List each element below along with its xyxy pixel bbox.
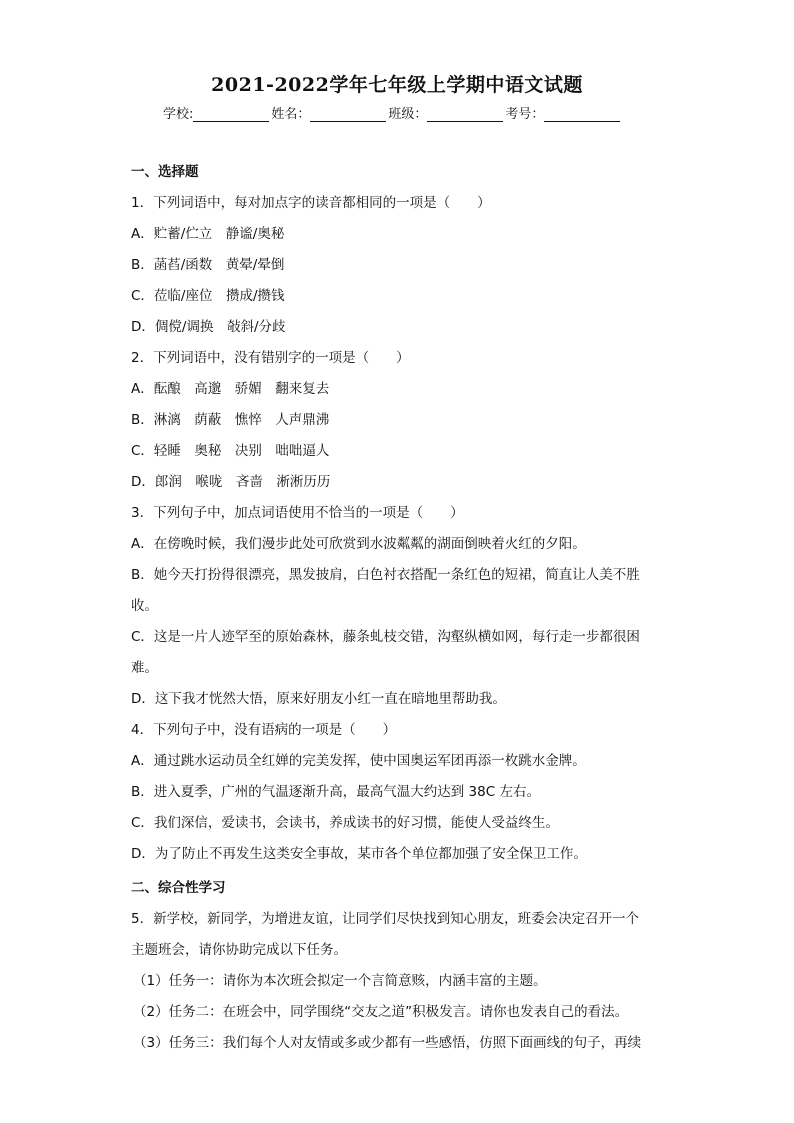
question-4-option-c: C．我们深信，爱读书，会读书，养成读书的好习惯，能使人受益终生。: [131, 815, 559, 831]
question-5-task-3: （3）任务三：我们每个人对友情或多或少都有一些感悟，仿照下面画线的句子，再续: [133, 1035, 642, 1051]
section-heading-comprehensive: 二、综合性学习: [131, 880, 226, 896]
exam-number-label: 考号：: [505, 107, 545, 122]
class-blank[interactable]: [427, 107, 503, 122]
exam-number-blank[interactable]: [544, 107, 620, 122]
question-4-option-a: A．通过跳水运动员全红婵的完美发挥，使中国奥运军团再添一枚跳水金牌。: [131, 753, 586, 769]
question-4-stem: 4．下列句子中，没有语病的一项是（ ）: [131, 722, 397, 738]
question-2-option-c: C．轻睡 奥秘 决别 咄咄逼人: [131, 443, 330, 459]
question-3-option-d: D．这下我才恍然大悟，原来好朋友小红一直在暗地里帮助我。: [131, 691, 506, 707]
question-2-option-d: D．郎润 喉咙 吝啬 淅淅历历: [131, 474, 331, 490]
school-blank[interactable]: [193, 107, 269, 122]
question-1-option-c: C．莅临/座位 攒成/攒钱: [131, 288, 285, 304]
question-2-stem: 2．下列词语中，没有错别字的一项是（ ）: [131, 350, 410, 366]
student-info-row: [163, 103, 622, 122]
question-5-stem-line1: 5．新学校，新同学，为增进友谊，让同学们尽快找到知心朋友，班委会决定召开一个: [131, 911, 640, 927]
question-3-option-a: A．在傍晚时候，我们漫步此处可欣赏到水波粼粼的湖面倒映着火红的夕阳。: [131, 536, 586, 552]
name-label: 姓名：: [271, 107, 311, 122]
question-1-option-d: D．倜傥/调换 敧斜/分歧: [131, 319, 286, 335]
exam-title: 2021-2022学年七年级上学期中语文试题: [211, 74, 583, 96]
question-5-stem-line2: 主题班会，请你协助完成以下任务。: [131, 942, 347, 958]
question-3-option-c-line1: C．这是一片人迹罕至的原始森林，藤条虬枝交错，沟壑纵横如网，每行走一步都很困: [131, 629, 640, 645]
question-3-option-b-line2: 收。: [131, 598, 158, 614]
question-1-option-b: B．菡萏/函数 黄晕/晕倒: [131, 257, 285, 273]
question-1-option-a: A．贮蓄/伫立 静谧/奥秘: [131, 226, 285, 242]
question-5-task-1: （1）任务一：请你为本次班会拟定一个言简意赅，内涵丰富的主题。: [133, 973, 547, 989]
question-2-option-b: B．淋漓 荫蔽 憔悴 人声鼎沸: [131, 412, 330, 428]
question-2-option-a: A．酝酿 高邈 骄媚 翻来复去: [131, 381, 330, 397]
question-4-option-b: B．进入夏季，广州的气温逐渐升高，最高气温大约达到 38C 左右。: [131, 784, 540, 800]
question-1-stem: 1．下列词语中，每对加点字的读音都相同的一项是（ ）: [131, 195, 491, 211]
question-4-option-d: D．为了防止不再发生这类安全事故，某市各个单位都加强了安全保卫工作。: [131, 846, 587, 862]
exam-content: [131, 162, 661, 1059]
question-3-option-b-line1: B．她今天打扮得很漂亮，黑发披肩，白色衬衣搭配一条红色的短裙，简直让人美不胜: [131, 567, 640, 583]
question-3-option-c-line2: 难。: [131, 660, 158, 676]
section-heading-choice: 一、选择题: [131, 164, 199, 180]
question-5-task-2: （2）任务二：在班会中，同学围绕“交友之道”积极发言。请你也发表自己的看法。: [133, 1004, 629, 1020]
question-3-stem: 3．下列句子中，加点词语使用不恰当的一项是（ ）: [131, 505, 464, 521]
class-label: 班级：: [388, 107, 428, 122]
school-label: 学校:: [163, 107, 194, 122]
name-blank[interactable]: [310, 107, 386, 122]
